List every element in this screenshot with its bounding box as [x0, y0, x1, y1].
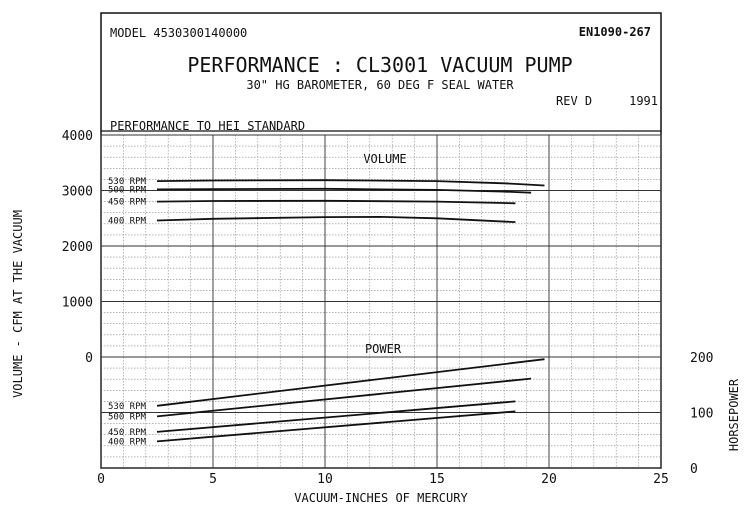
chart-title: PERFORMANCE : CL3001 VACUUM PUMP — [187, 53, 573, 77]
x-tick-label: 5 — [209, 472, 217, 487]
x-tick-label: 20 — [541, 472, 557, 487]
power-rpm-label: 500 RPM — [108, 412, 146, 423]
volume-panel-label: VOLUME — [363, 152, 407, 166]
horsepower-tick-label: 100 — [690, 406, 714, 422]
horsepower-axis-title: HORSEPOWER — [727, 378, 741, 452]
series-labels — [108, 177, 147, 447]
year-label: 1991 — [629, 94, 658, 108]
volume-rpm-label: 500 RPM — [108, 185, 146, 196]
chart-subtitle: 30" HG BAROMETER, 60 DEG F SEAL WATER — [246, 78, 514, 92]
revision-label: REV D — [556, 94, 593, 108]
volume-curve — [157, 180, 545, 185]
x-tick-label: 10 — [317, 472, 333, 487]
volume-curve — [157, 217, 515, 222]
x-tick-label: 25 — [653, 472, 669, 487]
standard-note: PERFORMANCE TO HEI STANDARD — [110, 119, 306, 133]
volume-tick-label: 3000 — [61, 184, 93, 200]
volume-tick-label: 0 — [85, 351, 93, 366]
power-rpm-label: 400 RPM — [108, 437, 146, 448]
volume-tick-label: 4000 — [61, 129, 93, 144]
power-panel-label: POWER — [364, 342, 402, 356]
horsepower-tick-label: 200 — [690, 351, 714, 366]
document-number: EN1090-267 — [578, 25, 651, 39]
volume-rpm-label: 400 RPM — [108, 216, 146, 227]
axes — [62, 129, 714, 487]
volume-axis-title: VOLUME - CFM AT THE VACUUM — [11, 210, 25, 398]
grid — [101, 135, 661, 468]
model-number: MODEL 4530300140000 — [110, 26, 248, 40]
volume-tick-label: 1000 — [61, 295, 93, 311]
series-lines — [157, 180, 545, 441]
volume-rpm-label: 450 RPM — [108, 197, 146, 208]
horsepower-tick-label: 0 — [690, 462, 698, 477]
x-tick-label: 0 — [97, 472, 105, 487]
power-rpm-label: 450 RPM — [108, 427, 146, 438]
volume-rpm-label: 530 RPM — [108, 177, 146, 188]
volume-tick-label: 2000 — [61, 240, 93, 255]
volume-curve — [157, 201, 515, 204]
x-tick-label: 15 — [429, 472, 445, 487]
power-rpm-label: 530 RPM — [108, 401, 146, 412]
x-axis-title: VACUUM-INCHES OF MERCURY — [294, 491, 468, 505]
